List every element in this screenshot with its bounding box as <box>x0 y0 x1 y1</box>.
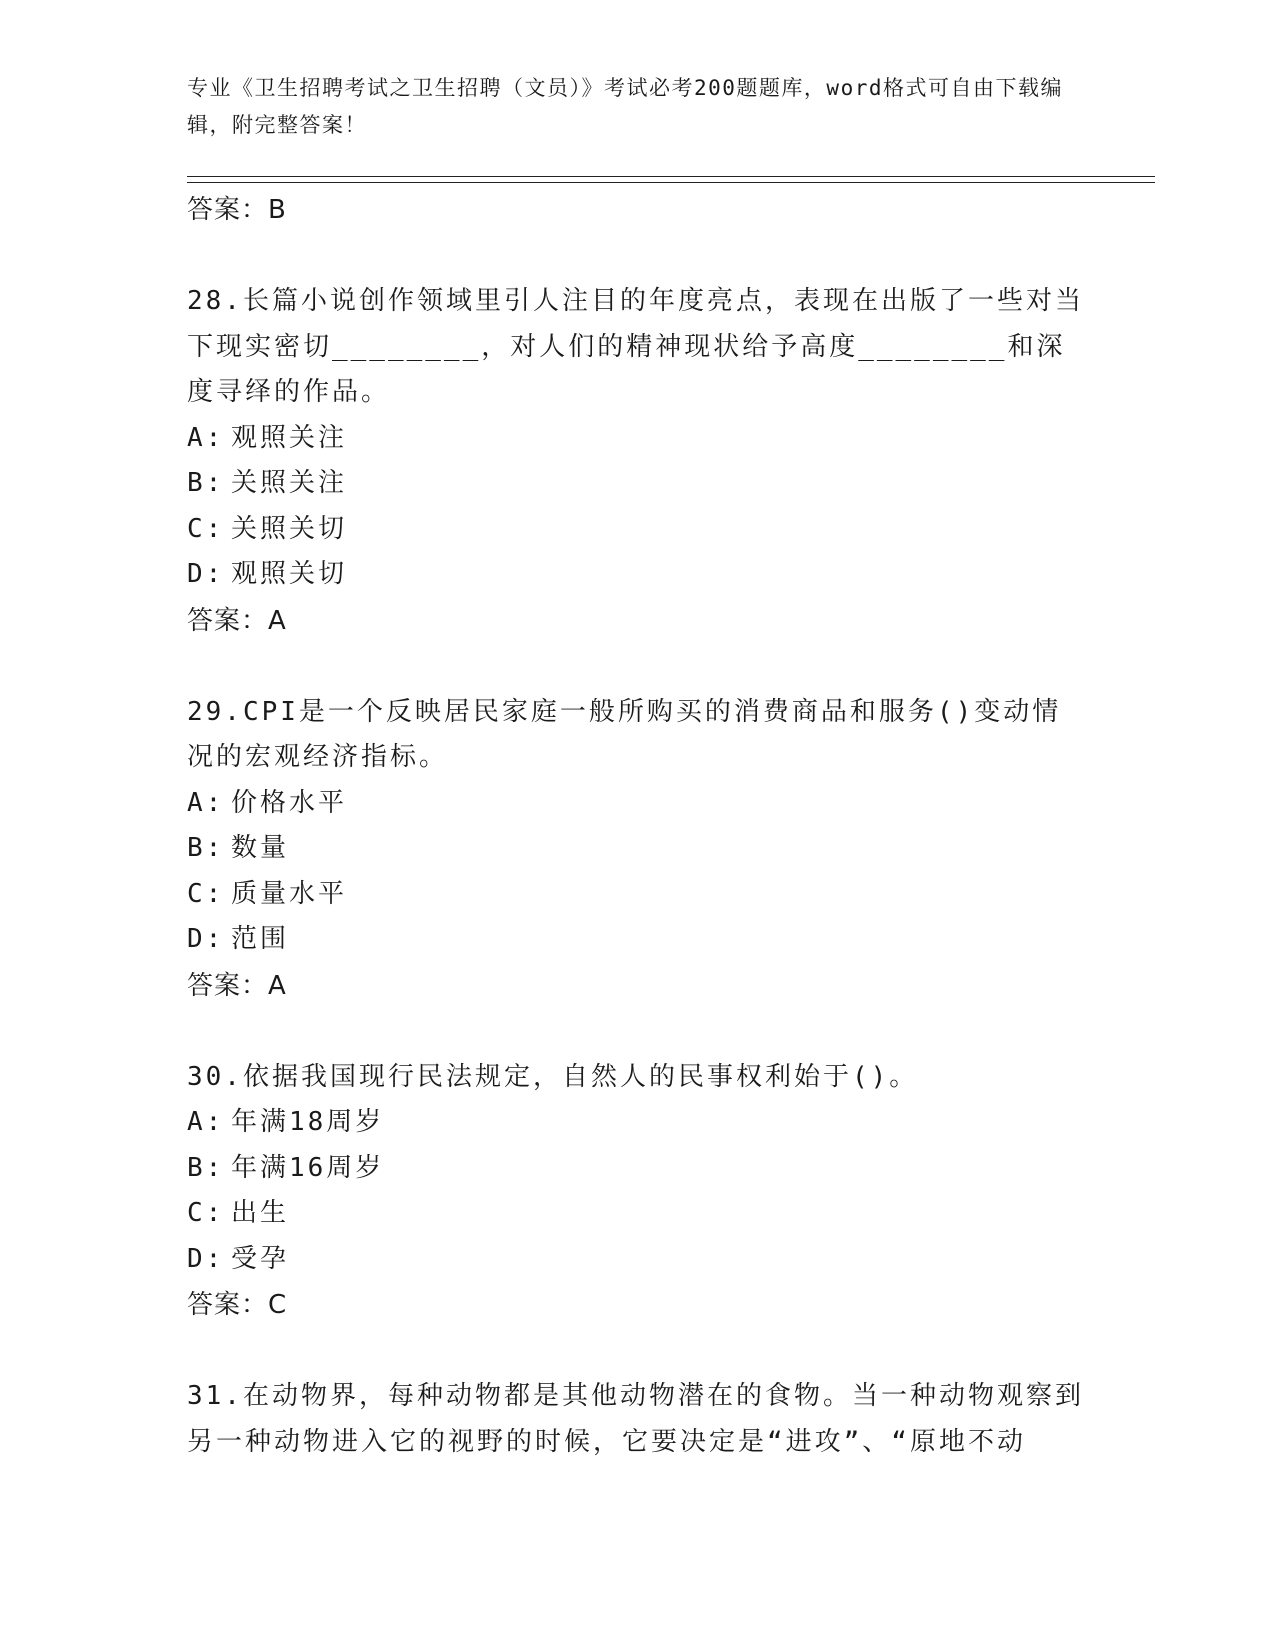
header-rule-bottom <box>187 182 1155 183</box>
option-text: 观照关注 <box>231 422 348 453</box>
question-29 <box>187 690 1087 1009</box>
question-28 <box>187 279 1087 644</box>
option-letter: D: <box>187 924 225 954</box>
option-letter: C: <box>187 1198 225 1228</box>
option-letter: B: <box>187 833 225 863</box>
document-body <box>187 187 1087 1465</box>
question-text: 30.依据我国现行民法规定，自然人的民事权利始于()。 <box>187 1061 919 1092</box>
header-rule-top <box>187 176 1155 177</box>
option-text: 出生 <box>231 1198 290 1228</box>
answer-line: 答案：A <box>187 970 287 1001</box>
option-text: 范围 <box>231 924 290 954</box>
option-a <box>187 781 1087 827</box>
option-text: 数量 <box>231 833 290 863</box>
option-letter: A: <box>187 422 225 453</box>
option-c <box>187 1191 1087 1237</box>
option-letter: A: <box>187 1107 225 1137</box>
option-letter: D: <box>187 1243 225 1274</box>
option-d <box>187 917 1087 963</box>
option-b <box>187 461 1087 507</box>
option-d <box>187 552 1087 598</box>
question-text: 31.在动物界，每种动物都是其他动物潜在的食物。当一种动物观察到另一种动物进入它的视野的时候，它要决定是“进攻”、“原地不动 <box>187 1381 1084 1457</box>
answer-line: 答案：C <box>187 1290 288 1320</box>
option-text: 观照关切 <box>231 559 348 589</box>
question-30 <box>187 1055 1087 1329</box>
option-letter: D: <box>187 559 225 589</box>
option-letter: A: <box>187 787 225 818</box>
option-letter: B: <box>187 468 225 498</box>
question-31 <box>187 1374 1087 1465</box>
option-text: 关照关切 <box>231 513 348 544</box>
option-b <box>187 1146 1087 1192</box>
option-a <box>187 1100 1087 1146</box>
option-a <box>187 416 1087 462</box>
option-text: 年满16周岁 <box>231 1152 385 1183</box>
page-header: 专业《卫生招聘考试之卫生招聘（文员）》考试必考200题题库，word格式可自由下载编辑，附完整答案！ <box>187 76 1063 137</box>
question-text: 28.长篇小说创作领域里引人注目的年度亮点，表现在出版了一些对当下现实密切________，对人们的精神现状给予高度________和深度寻绎的作品。 <box>187 286 1084 407</box>
option-d <box>187 1237 1087 1283</box>
option-letter: B: <box>187 1152 225 1183</box>
option-text: 价格水平 <box>231 787 348 818</box>
option-b <box>187 826 1087 872</box>
option-text: 年满18周岁 <box>231 1107 385 1137</box>
option-text: 受孕 <box>231 1243 290 1274</box>
option-text: 质量水平 <box>231 878 348 909</box>
option-letter: C: <box>187 878 225 909</box>
option-letter: C: <box>187 513 225 544</box>
option-c <box>187 872 1087 918</box>
answer-line: 答案：A <box>187 605 287 636</box>
answer-line: 答案：B <box>187 195 287 225</box>
question-text: 29.CPI是一个反映居民家庭一般所购买的消费商品和服务()变动情况的宏观经济指标。 <box>187 696 1062 772</box>
option-c <box>187 507 1087 553</box>
option-text: 关照关注 <box>231 468 348 498</box>
